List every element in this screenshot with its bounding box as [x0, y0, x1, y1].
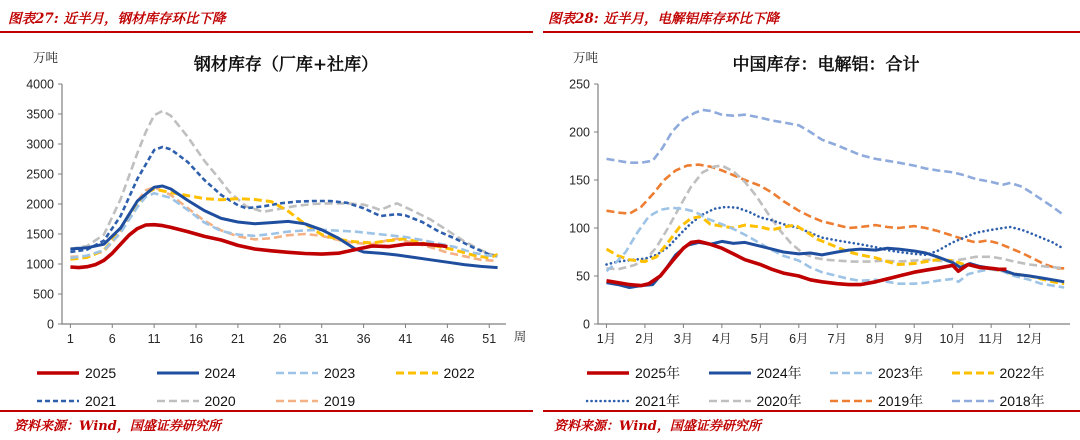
x-tick-label: 12月 [1016, 332, 1043, 346]
steel-inventory-line-chart [0, 46, 540, 358]
x-tick-label: 16 [189, 332, 203, 346]
legend-label: 2019 [324, 393, 356, 409]
legend-swatch-2020年 [708, 397, 752, 405]
y-axis-unit-label: 万吨 [573, 51, 599, 65]
y-axis-unit-label: 万吨 [33, 51, 59, 65]
legend-label: 2019年 [878, 393, 924, 409]
legend-swatch-2024年 [708, 369, 752, 377]
legend-swatch-2023 [275, 369, 319, 377]
series-line-2024 [70, 186, 497, 268]
x-tick-label: 10月 [939, 332, 966, 346]
x-tick-label: 11 [147, 332, 161, 346]
chart-title: 钢材库存（厂库+社库） [193, 55, 379, 75]
footer-rule [543, 410, 1080, 412]
legend-item-2018年 [951, 392, 1073, 410]
figure-header: 图表27: 近半月，钢材库存环比下降 [8, 11, 226, 27]
y-tick-label: 3000 [26, 137, 54, 152]
legend-swatch-2021年 [586, 397, 630, 405]
legend-item-2025 [36, 364, 156, 382]
y-tick-label: 150 [569, 173, 590, 188]
legend-swatch-2020 [156, 397, 200, 405]
legend-label: 2022 [443, 365, 475, 381]
legend-label: 2025年 [635, 365, 681, 381]
chart-legend [586, 364, 1072, 410]
x-tick-label: 8月 [866, 332, 886, 346]
legend-item-2020 [156, 392, 276, 410]
source-note: 资料来源：Wind，国盛证券研究所 [554, 419, 761, 434]
legend-item-2021 [36, 392, 156, 410]
y-tick-label: 1500 [26, 227, 54, 242]
legend-item-2019 [275, 392, 395, 410]
series-line-2019 [70, 187, 497, 261]
legend-label: 2024年 [756, 365, 802, 381]
legend-label: 2022年 [999, 365, 1045, 381]
x-tick-label: 26 [272, 332, 287, 346]
legend-item-2024年 [708, 364, 830, 382]
y-tick-label: 1000 [26, 257, 54, 272]
legend-swatch-2018年 [951, 397, 995, 405]
legend-label: 2025 [85, 365, 117, 381]
y-tick-label: 0 [47, 317, 54, 332]
source-note: 资料来源：Wind，国盛证券研究所 [14, 419, 221, 434]
legend-item-2023 [275, 364, 395, 382]
legend-label: 2021 [85, 393, 117, 409]
legend-swatch-2019 [275, 397, 319, 405]
legend-item-2024 [156, 364, 276, 382]
x-tick-label: 46 [440, 332, 455, 346]
legend-label: 2020 [204, 393, 236, 409]
aluminum-inventory-line-chart [540, 46, 1080, 358]
x-tick-label: 6 [108, 332, 116, 346]
x-tick-label: 7月 [827, 332, 847, 346]
legend-swatch-2024 [156, 369, 200, 377]
legend-swatch-2025 [36, 369, 80, 377]
legend-label: 2020年 [756, 393, 802, 409]
x-axis-unit-label: 周 [513, 330, 527, 344]
header-rule [0, 31, 533, 33]
series-line-2023年 [607, 208, 1065, 288]
legend-swatch-2023年 [829, 369, 873, 377]
y-tick-label: 3500 [26, 107, 54, 122]
legend-item-2022 [395, 364, 515, 382]
y-tick-label: 50 [576, 269, 590, 284]
x-tick-label: 11月 [978, 332, 1004, 346]
legend-item-2023年 [829, 364, 951, 382]
y-tick-label: 2000 [26, 197, 54, 212]
y-tick-label: 4000 [26, 77, 54, 92]
legend-label: 2023年 [878, 365, 924, 381]
y-tick-label: 2500 [26, 167, 54, 182]
x-tick-label: 1 [66, 332, 74, 346]
x-tick-label: 31 [314, 332, 329, 346]
x-tick-label: 4月 [712, 332, 732, 346]
figure-header: 图表28: 近半月，电解铝库存环比下降 [548, 11, 779, 27]
series-line-2018年 [607, 110, 1065, 216]
series-line-2022年 [607, 217, 1065, 284]
x-tick-label: 9月 [904, 332, 924, 346]
x-tick-label: 36 [356, 332, 371, 346]
x-tick-label: 51 [482, 332, 497, 346]
legend-swatch-2019年 [829, 397, 873, 405]
chart-legend [36, 364, 514, 410]
legend-label: 2023 [324, 365, 356, 381]
legend-label: 2018年 [999, 393, 1045, 409]
x-tick-label: 41 [398, 332, 413, 346]
legend-item-2025年 [586, 364, 708, 382]
x-tick-label: 21 [230, 332, 245, 346]
legend-swatch-2022年 [951, 369, 995, 377]
legend-item-2020年 [708, 392, 830, 410]
axis-lines [598, 84, 1070, 324]
legend-swatch-2022 [395, 369, 439, 377]
y-tick-label: 500 [33, 287, 54, 302]
panel-aluminum-inventory [540, 0, 1080, 440]
series-line-2024年 [607, 241, 1065, 287]
header-rule [543, 31, 1080, 33]
chart-title: 中国库存：电解铝：合计 [732, 55, 920, 75]
legend-swatch-2021 [36, 397, 80, 405]
legend-item-2022年 [951, 364, 1073, 382]
x-tick-label: 2月 [635, 332, 655, 346]
y-tick-label: 0 [583, 317, 590, 332]
legend-swatch-2025年 [586, 369, 630, 377]
x-tick-label: 6月 [789, 332, 809, 346]
legend-label: 2021年 [635, 393, 681, 409]
legend-item-2021年 [586, 392, 708, 410]
x-tick-label: 5月 [750, 332, 771, 346]
y-tick-label: 200 [569, 125, 590, 140]
footer-rule [0, 410, 533, 412]
y-tick-label: 250 [569, 77, 590, 92]
x-tick-label: 1月 [596, 332, 617, 346]
series-line-2025 [70, 225, 447, 268]
y-tick-label: 100 [569, 221, 590, 236]
legend-label: 2024 [204, 365, 236, 381]
legend-item-2019年 [829, 392, 951, 410]
x-tick-label: 3月 [673, 332, 694, 346]
